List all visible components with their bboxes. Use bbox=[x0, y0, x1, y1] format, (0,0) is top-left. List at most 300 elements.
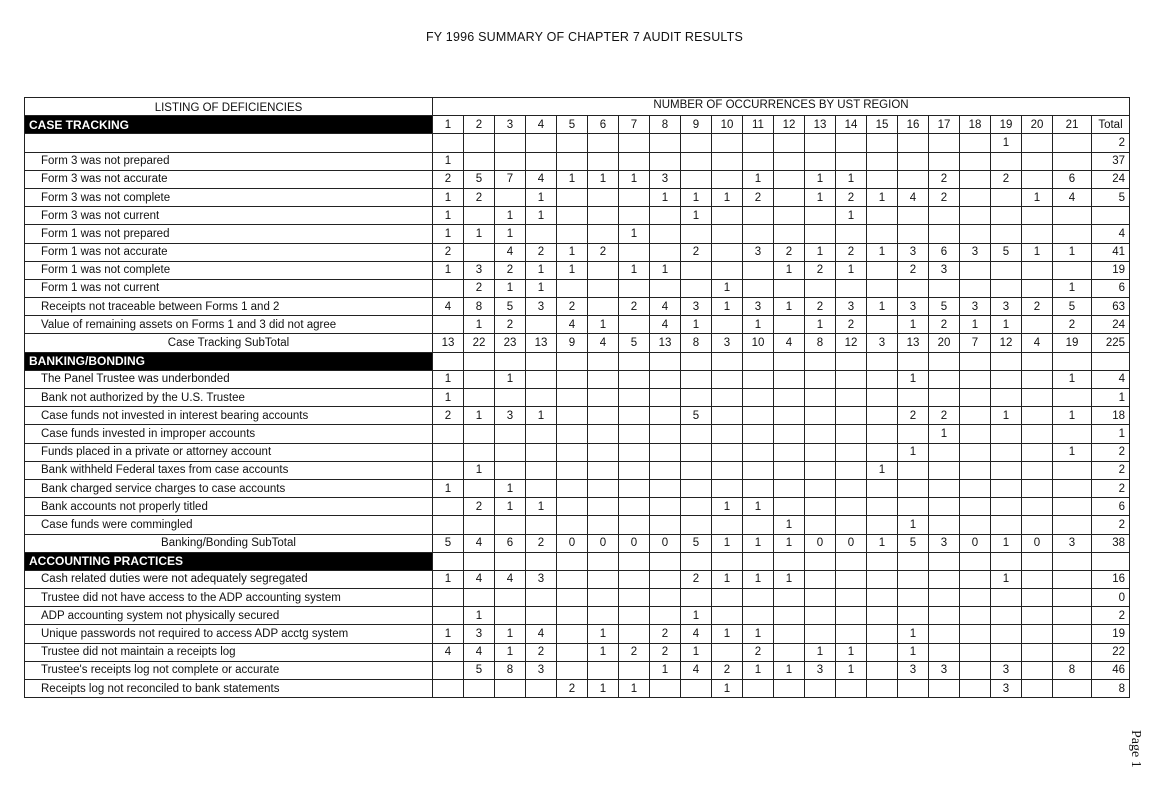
data-cell bbox=[805, 152, 836, 170]
data-cell bbox=[619, 479, 650, 497]
data-cell: 1 bbox=[681, 643, 712, 661]
data-cell bbox=[681, 152, 712, 170]
section-cell bbox=[743, 352, 774, 370]
data-cell: 1 bbox=[464, 316, 495, 334]
data-cell: 4 bbox=[464, 570, 495, 588]
data-cell bbox=[650, 225, 681, 243]
data-cell: 2 bbox=[1022, 298, 1053, 316]
subtotal-cell: 4 bbox=[1022, 334, 1053, 352]
deficiency-label: Unique passwords not required to access ADP acctg system bbox=[25, 625, 433, 643]
data-cell: 3 bbox=[526, 298, 557, 316]
data-cell bbox=[464, 479, 495, 497]
data-cell bbox=[619, 407, 650, 425]
total-cell: 1 bbox=[1092, 425, 1130, 443]
data-cell bbox=[836, 152, 867, 170]
section-title: CASE TRACKING bbox=[25, 116, 433, 134]
data-cell bbox=[991, 207, 1022, 225]
deficiency-label: Form 3 was not prepared bbox=[25, 152, 433, 170]
data-cell bbox=[991, 188, 1022, 206]
section-cell bbox=[774, 352, 805, 370]
data-cell: 1 bbox=[805, 188, 836, 206]
section-cell bbox=[464, 352, 495, 370]
data-cell bbox=[464, 152, 495, 170]
data-cell bbox=[464, 243, 495, 261]
data-cell bbox=[774, 134, 805, 152]
total-cell bbox=[1092, 207, 1130, 225]
data-cell: 1 bbox=[712, 570, 743, 588]
data-cell bbox=[1022, 407, 1053, 425]
data-cell bbox=[898, 225, 929, 243]
data-cell bbox=[991, 370, 1022, 388]
data-cell bbox=[805, 389, 836, 407]
data-cell: 2 bbox=[681, 243, 712, 261]
data-cell: 1 bbox=[805, 643, 836, 661]
data-cell bbox=[1053, 425, 1092, 443]
data-cell bbox=[1053, 589, 1092, 607]
data-cell bbox=[1053, 461, 1092, 479]
data-cell: 2 bbox=[526, 643, 557, 661]
data-cell bbox=[960, 643, 991, 661]
data-cell: 1 bbox=[619, 170, 650, 188]
data-cell bbox=[836, 570, 867, 588]
section-cell bbox=[1092, 352, 1130, 370]
data-cell bbox=[867, 316, 898, 334]
data-cell: 3 bbox=[991, 298, 1022, 316]
data-cell bbox=[1022, 643, 1053, 661]
section-cell bbox=[805, 352, 836, 370]
data-cell bbox=[1053, 389, 1092, 407]
data-cell bbox=[681, 479, 712, 497]
data-cell bbox=[588, 298, 619, 316]
data-cell: 1 bbox=[495, 225, 526, 243]
data-cell: 2 bbox=[929, 188, 960, 206]
total-cell: 22 bbox=[1092, 643, 1130, 661]
data-cell bbox=[774, 443, 805, 461]
data-cell bbox=[681, 370, 712, 388]
data-cell bbox=[991, 443, 1022, 461]
data-cell: 1 bbox=[557, 243, 588, 261]
section-cell bbox=[464, 552, 495, 570]
data-cell bbox=[867, 661, 898, 679]
data-cell: 4 bbox=[495, 243, 526, 261]
data-cell bbox=[1022, 607, 1053, 625]
section-cell bbox=[774, 552, 805, 570]
table-row bbox=[25, 298, 1130, 316]
section-cell bbox=[991, 552, 1022, 570]
data-cell: 1 bbox=[464, 225, 495, 243]
region-header: 14 bbox=[836, 116, 867, 134]
data-cell: 1 bbox=[929, 425, 960, 443]
deficiency-label: ADP accounting system not physically secured bbox=[25, 607, 433, 625]
total-cell: 63 bbox=[1092, 298, 1130, 316]
subtotal-cell: 1 bbox=[743, 534, 774, 552]
data-cell bbox=[960, 570, 991, 588]
subtotal-cell: 0 bbox=[650, 534, 681, 552]
data-cell bbox=[836, 407, 867, 425]
data-cell bbox=[1022, 589, 1053, 607]
section-cell bbox=[557, 352, 588, 370]
deficiency-label: Form 1 was not current bbox=[25, 279, 433, 297]
data-cell: 3 bbox=[991, 661, 1022, 679]
data-cell bbox=[619, 607, 650, 625]
data-cell bbox=[433, 589, 464, 607]
data-cell bbox=[650, 425, 681, 443]
data-cell bbox=[991, 461, 1022, 479]
data-cell bbox=[650, 479, 681, 497]
data-cell bbox=[867, 207, 898, 225]
data-cell bbox=[433, 134, 464, 152]
data-cell bbox=[929, 461, 960, 479]
data-cell bbox=[588, 225, 619, 243]
section-cell bbox=[929, 352, 960, 370]
data-cell: 1 bbox=[464, 607, 495, 625]
data-cell: 1 bbox=[712, 279, 743, 297]
data-cell bbox=[464, 589, 495, 607]
data-cell bbox=[898, 607, 929, 625]
data-cell: 1 bbox=[774, 570, 805, 588]
data-cell: 1 bbox=[805, 170, 836, 188]
data-cell bbox=[557, 661, 588, 679]
data-cell bbox=[960, 389, 991, 407]
table-row bbox=[25, 516, 1130, 534]
data-cell bbox=[743, 680, 774, 698]
data-cell bbox=[929, 516, 960, 534]
data-cell: 1 bbox=[650, 661, 681, 679]
data-cell bbox=[650, 407, 681, 425]
data-cell: 1 bbox=[836, 643, 867, 661]
data-cell bbox=[712, 461, 743, 479]
data-cell bbox=[1053, 643, 1092, 661]
data-cell bbox=[495, 516, 526, 534]
data-cell bbox=[991, 625, 1022, 643]
data-cell: 2 bbox=[1092, 134, 1130, 152]
data-cell bbox=[991, 279, 1022, 297]
data-cell: 2 bbox=[836, 316, 867, 334]
data-cell bbox=[743, 261, 774, 279]
section-cell bbox=[743, 552, 774, 570]
table-row bbox=[25, 207, 1130, 225]
data-cell bbox=[929, 643, 960, 661]
data-cell bbox=[557, 188, 588, 206]
data-cell bbox=[464, 370, 495, 388]
subtotal-cell: 2 bbox=[526, 534, 557, 552]
deficiency-label: Form 3 was not current bbox=[25, 207, 433, 225]
section-cell bbox=[960, 552, 991, 570]
table-row bbox=[25, 243, 1130, 261]
data-cell bbox=[774, 461, 805, 479]
total-cell: 8 bbox=[1092, 680, 1130, 698]
data-cell bbox=[805, 443, 836, 461]
data-cell bbox=[867, 370, 898, 388]
data-cell: 2 bbox=[743, 643, 774, 661]
data-cell bbox=[774, 479, 805, 497]
data-cell bbox=[929, 479, 960, 497]
subtotal-cell: 3 bbox=[1053, 534, 1092, 552]
total-cell: 6 bbox=[1092, 279, 1130, 297]
data-cell: 1 bbox=[681, 607, 712, 625]
subtotal-cell: 10 bbox=[743, 334, 774, 352]
data-cell: 1 bbox=[836, 661, 867, 679]
data-cell bbox=[929, 570, 960, 588]
data-cell bbox=[526, 479, 557, 497]
data-cell bbox=[898, 152, 929, 170]
data-cell bbox=[991, 498, 1022, 516]
data-cell bbox=[464, 680, 495, 698]
occurrences-header: NUMBER OF OCCURRENCES BY UST REGION bbox=[433, 98, 1130, 116]
data-cell: 1 bbox=[433, 225, 464, 243]
data-cell bbox=[743, 589, 774, 607]
data-cell: 5 bbox=[464, 661, 495, 679]
region-header: 5 bbox=[557, 116, 588, 134]
data-cell bbox=[960, 425, 991, 443]
subtotal-cell: 3 bbox=[867, 334, 898, 352]
deficiency-label: Trustee did not maintain a receipts log bbox=[25, 643, 433, 661]
data-cell bbox=[681, 170, 712, 188]
data-cell bbox=[619, 625, 650, 643]
region-header: 17 bbox=[929, 116, 960, 134]
data-cell bbox=[805, 370, 836, 388]
subtotal-cell: 1 bbox=[712, 534, 743, 552]
data-cell: 1 bbox=[433, 207, 464, 225]
data-cell: 2 bbox=[557, 680, 588, 698]
data-cell: 2 bbox=[898, 261, 929, 279]
data-cell: 4 bbox=[898, 188, 929, 206]
data-cell bbox=[650, 152, 681, 170]
data-cell: 8 bbox=[464, 298, 495, 316]
data-cell: 1 bbox=[464, 461, 495, 479]
data-cell bbox=[681, 279, 712, 297]
data-cell bbox=[433, 680, 464, 698]
data-cell bbox=[960, 461, 991, 479]
data-cell bbox=[650, 498, 681, 516]
table-row bbox=[25, 607, 1130, 625]
data-cell bbox=[743, 461, 774, 479]
section-cell bbox=[805, 552, 836, 570]
data-cell: 1 bbox=[433, 261, 464, 279]
data-cell: 1 bbox=[495, 498, 526, 516]
data-cell bbox=[991, 643, 1022, 661]
data-cell bbox=[588, 425, 619, 443]
data-cell: 2 bbox=[495, 261, 526, 279]
data-cell bbox=[867, 516, 898, 534]
data-cell: 4 bbox=[433, 643, 464, 661]
data-cell: 5 bbox=[1053, 298, 1092, 316]
data-cell: 5 bbox=[991, 243, 1022, 261]
section-cell bbox=[650, 552, 681, 570]
total-cell: 1 bbox=[1092, 389, 1130, 407]
data-cell bbox=[619, 207, 650, 225]
data-cell: 2 bbox=[836, 243, 867, 261]
data-cell bbox=[588, 461, 619, 479]
data-cell: 1 bbox=[712, 498, 743, 516]
data-cell bbox=[836, 589, 867, 607]
deficiency-label: The Panel Trustee was underbonded bbox=[25, 370, 433, 388]
data-cell: 2 bbox=[650, 643, 681, 661]
subtotal-cell: 6 bbox=[495, 534, 526, 552]
data-cell bbox=[867, 643, 898, 661]
data-cell bbox=[681, 389, 712, 407]
data-cell bbox=[588, 261, 619, 279]
data-cell bbox=[743, 389, 774, 407]
data-cell: 2 bbox=[464, 188, 495, 206]
data-cell: 1 bbox=[433, 188, 464, 206]
total-cell: 24 bbox=[1092, 316, 1130, 334]
data-cell bbox=[991, 516, 1022, 534]
data-cell: 1 bbox=[526, 207, 557, 225]
section-cell bbox=[991, 352, 1022, 370]
deficiency-label: Bank not authorized by the U.S. Trustee bbox=[25, 389, 433, 407]
subtotal-cell: 13 bbox=[526, 334, 557, 352]
data-cell bbox=[557, 607, 588, 625]
data-cell bbox=[1022, 152, 1053, 170]
data-cell bbox=[960, 625, 991, 643]
section-title: BANKING/BONDING bbox=[25, 352, 433, 370]
data-cell bbox=[960, 225, 991, 243]
data-cell bbox=[588, 589, 619, 607]
data-cell: 1 bbox=[743, 570, 774, 588]
subtotal-cell: 22 bbox=[464, 334, 495, 352]
data-cell bbox=[557, 407, 588, 425]
data-cell bbox=[1022, 207, 1053, 225]
data-cell bbox=[588, 188, 619, 206]
table-row bbox=[25, 316, 1130, 334]
data-cell bbox=[929, 279, 960, 297]
data-cell bbox=[433, 607, 464, 625]
data-cell bbox=[774, 225, 805, 243]
data-cell bbox=[526, 389, 557, 407]
table-row bbox=[25, 589, 1130, 607]
deficiency-label: Receipts log not reconciled to bank statements bbox=[25, 680, 433, 698]
deficiency-label: Receipts not traceable between Forms 1 and 2 bbox=[25, 298, 433, 316]
data-cell bbox=[557, 570, 588, 588]
data-cell bbox=[743, 443, 774, 461]
data-cell: 2 bbox=[650, 625, 681, 643]
data-cell: 2 bbox=[991, 170, 1022, 188]
data-cell bbox=[1053, 207, 1092, 225]
data-cell bbox=[433, 661, 464, 679]
data-cell bbox=[960, 589, 991, 607]
data-cell bbox=[743, 225, 774, 243]
total-cell: 5 bbox=[1092, 188, 1130, 206]
data-cell bbox=[743, 134, 774, 152]
data-cell: 1 bbox=[526, 407, 557, 425]
data-cell bbox=[960, 607, 991, 625]
subtotal-cell: 12 bbox=[991, 334, 1022, 352]
data-cell bbox=[805, 407, 836, 425]
region-header: 20 bbox=[1022, 116, 1053, 134]
data-cell: 1 bbox=[960, 316, 991, 334]
data-cell: 6 bbox=[1053, 170, 1092, 188]
data-cell bbox=[557, 516, 588, 534]
data-cell bbox=[836, 461, 867, 479]
data-cell: 1 bbox=[867, 298, 898, 316]
data-cell bbox=[898, 207, 929, 225]
data-cell bbox=[836, 279, 867, 297]
data-cell bbox=[712, 370, 743, 388]
table-row bbox=[25, 152, 1130, 170]
section-cell bbox=[898, 552, 929, 570]
region-header: 13 bbox=[805, 116, 836, 134]
data-cell: 3 bbox=[681, 298, 712, 316]
subtotal-cell: 4 bbox=[774, 334, 805, 352]
data-cell bbox=[960, 407, 991, 425]
subtotal-cell: 0 bbox=[588, 534, 619, 552]
data-cell: 1 bbox=[495, 279, 526, 297]
region-header: 16 bbox=[898, 116, 929, 134]
data-cell bbox=[898, 589, 929, 607]
data-cell: 1 bbox=[650, 188, 681, 206]
total-cell: 2 bbox=[1092, 607, 1130, 625]
data-cell bbox=[898, 461, 929, 479]
data-cell bbox=[836, 389, 867, 407]
data-cell bbox=[991, 261, 1022, 279]
data-cell bbox=[805, 279, 836, 297]
data-cell bbox=[495, 134, 526, 152]
data-cell bbox=[867, 607, 898, 625]
data-cell bbox=[588, 516, 619, 534]
data-cell bbox=[774, 498, 805, 516]
total-cell: 6 bbox=[1092, 498, 1130, 516]
section-cell bbox=[433, 552, 464, 570]
data-cell: 8 bbox=[1053, 661, 1092, 679]
data-cell bbox=[1022, 680, 1053, 698]
data-cell bbox=[650, 370, 681, 388]
data-cell bbox=[526, 370, 557, 388]
data-cell bbox=[929, 607, 960, 625]
subtotal-cell: 12 bbox=[836, 334, 867, 352]
section-cell bbox=[526, 552, 557, 570]
data-cell: 2 bbox=[557, 298, 588, 316]
data-cell bbox=[557, 152, 588, 170]
section-value-spacer bbox=[25, 134, 433, 152]
data-cell bbox=[929, 680, 960, 698]
data-cell bbox=[526, 225, 557, 243]
header-row bbox=[25, 98, 1130, 116]
data-cell bbox=[681, 225, 712, 243]
data-cell bbox=[836, 370, 867, 388]
data-cell bbox=[805, 625, 836, 643]
data-cell bbox=[898, 389, 929, 407]
data-cell: 4 bbox=[495, 570, 526, 588]
subtotal-cell: 3 bbox=[929, 534, 960, 552]
subtotal-cell: 0 bbox=[619, 534, 650, 552]
data-cell bbox=[836, 225, 867, 243]
data-cell bbox=[619, 279, 650, 297]
data-cell bbox=[774, 607, 805, 625]
data-cell bbox=[650, 570, 681, 588]
data-cell bbox=[712, 516, 743, 534]
data-cell: 2 bbox=[836, 188, 867, 206]
data-cell bbox=[898, 425, 929, 443]
section-cell bbox=[1022, 352, 1053, 370]
data-cell bbox=[526, 461, 557, 479]
data-cell bbox=[681, 443, 712, 461]
data-cell bbox=[588, 498, 619, 516]
total-cell: 0 bbox=[1092, 589, 1130, 607]
table-row bbox=[25, 370, 1130, 388]
data-cell: 5 bbox=[681, 407, 712, 425]
data-cell bbox=[929, 589, 960, 607]
data-cell bbox=[557, 498, 588, 516]
data-cell bbox=[805, 516, 836, 534]
data-cell bbox=[1053, 607, 1092, 625]
table-row bbox=[25, 498, 1130, 516]
table-row bbox=[25, 570, 1130, 588]
data-cell bbox=[960, 207, 991, 225]
table-row bbox=[25, 188, 1130, 206]
data-cell: 1 bbox=[991, 407, 1022, 425]
data-cell bbox=[588, 134, 619, 152]
